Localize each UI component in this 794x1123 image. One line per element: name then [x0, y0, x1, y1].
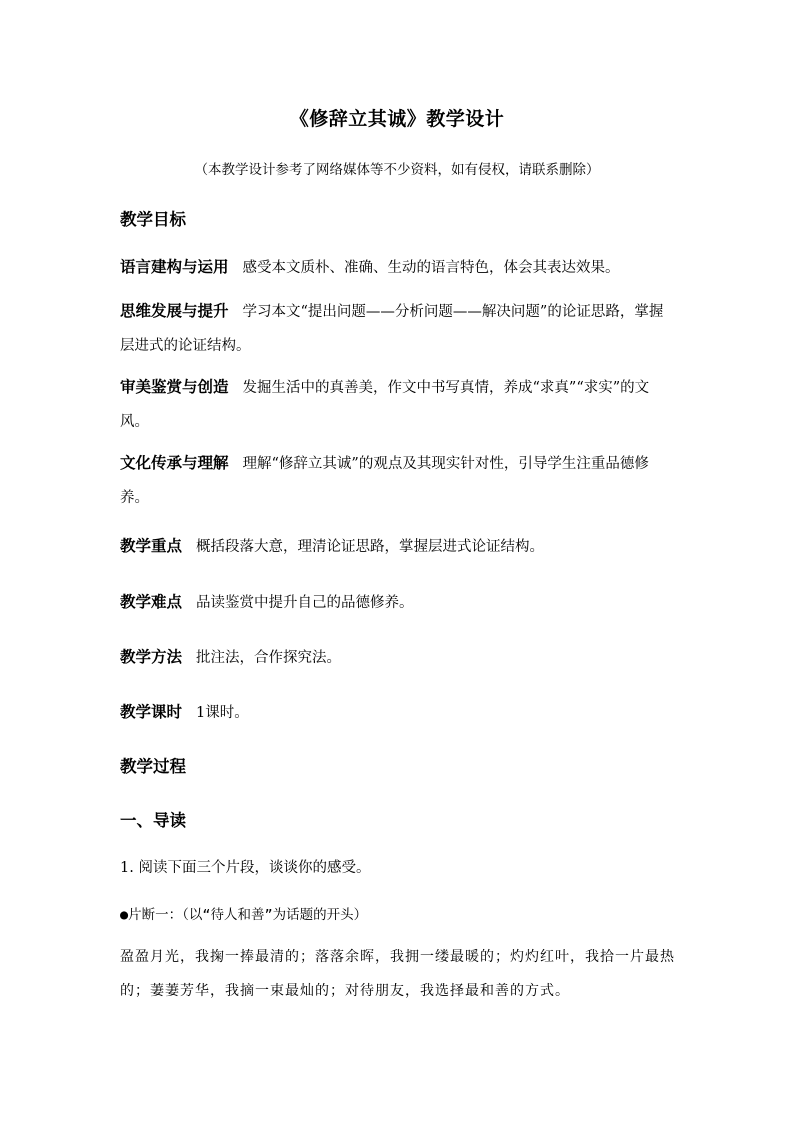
- process-heading: 教学过程: [120, 757, 186, 776]
- goals-heading: 教学目标: [120, 210, 186, 229]
- section1-heading: 一、导读: [120, 811, 186, 830]
- goal-label: 思维发展与提升: [120, 301, 229, 320]
- hours-label: 教学课时: [120, 702, 183, 721]
- hours-row: [120, 700, 676, 722]
- method-row: [120, 645, 676, 667]
- difficulty-row: [120, 590, 676, 612]
- method-label: 教学方法: [120, 647, 183, 666]
- goal-text: 感受本文质朴、准确、生动的语言特色，体会其表达效果。: [242, 260, 620, 276]
- difficulty-label: 教学难点: [120, 592, 183, 611]
- document-subtitle: （本教学设计参考了网络媒体等不少资料，如有侵权，请联系删除）: [194, 162, 600, 178]
- goal-text: 发掘生活中的真善美，作文中书写真情，养成“求真”“求实”的文风。: [120, 380, 650, 430]
- key-point-label: 教学重点: [120, 536, 183, 555]
- key-point-text: 概括段落大意，理清论证思路，掌握层进式论证结构。: [196, 539, 545, 555]
- key-point-row: [120, 534, 676, 556]
- goal-item: [120, 250, 676, 285]
- difficulty-text: 品读鉴赏中提升自己的品德修养。: [196, 595, 414, 611]
- goal-label: 审美鉴赏与创造: [120, 377, 229, 396]
- goal-label: 文化传承与理解: [120, 453, 229, 472]
- goal-item: [120, 370, 676, 439]
- goal-text: 学习本文“提出问题——分析问题——解决问题”的论证思路，掌握层进式的论证结构。: [120, 304, 664, 354]
- step1-text: 1. 阅读下面三个片段，谈谈你的感受。: [120, 860, 371, 876]
- goal-item: [120, 294, 676, 363]
- fragment1-body: 盈盈月光，我掬一捧最清的；落落余晖，我拥一缕最暖的；灼灼红叶，我拾一片最热的；萋萋芳华，我摘一束最灿的；对待朋友，我选择最和善的方式。: [120, 949, 675, 999]
- method-text: 批注法，合作探究法。: [196, 650, 342, 666]
- goal-item: [120, 446, 676, 515]
- goal-text: 理解“修辞立其诚”的观点及其现实针对性，引导学生注重品德修养。: [120, 456, 649, 506]
- fragment1-title: ●片断一：（以“待人和善”为话题的开头）: [120, 907, 368, 923]
- hours-text: 1课时。: [196, 705, 249, 721]
- document-title: 《修辞立其诚》教学设计: [289, 108, 505, 130]
- goal-label: 语言建构与运用: [120, 257, 229, 276]
